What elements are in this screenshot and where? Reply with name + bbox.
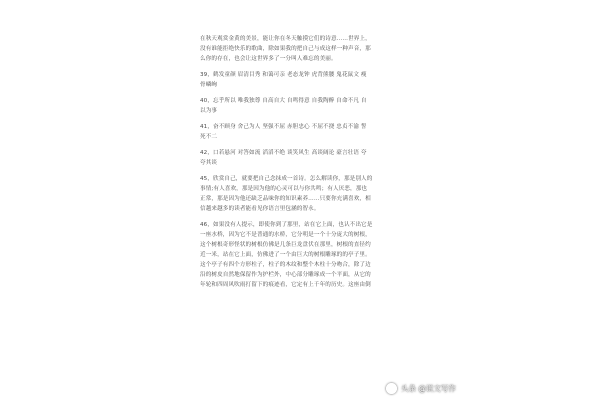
text-line: 夸其谈 [200,160,218,166]
document-body [200,34,410,296]
paragraph-40 [200,96,410,116]
toutiao-logo-icon [386,383,397,394]
text-line: 年轮和四周风吹雨打留下的痕迹看，它定有上千年的历史。这座由倒 [200,282,371,288]
text-line: 近一米，站在它上面，仿佛进了一个由巨大的树根雕琢的的亭子里。 [200,252,371,258]
paragraph-42 [200,148,410,168]
paragraph-46 [200,220,410,290]
paragraph-45 [200,174,410,214]
text-line: 一座水桥，因为它不是普通的水桥，它分明是一个十分庞大的树根， [200,232,371,238]
paragraph-intro [200,34,410,64]
text-line: 46，如果没有人提示，即使你到了那里，站在它上面，也认不出它是 [200,222,373,228]
text-line: 在秋天观赏金黄的美景，能让你在冬天触摸它们的诗意……世界上， [200,36,371,42]
text-line: 事情;有人喜欢，那是因为他的心灵可以与你共鸣；有人厌恶，那也 [200,186,368,192]
text-line: 这个亭子有四个方形柱子，柱子的木纹和整个木柱十分吻合，除了边 [200,262,371,268]
text-line: 40，忘乎所以 唯我独尊 自高自大 自鸣得意 自我陶醉 自命不凡 自 [200,98,367,104]
watermark [386,383,456,394]
text-line: 正常，那是因为他还缺乏品味你的知识素养……只要你充满喜欢，相 [200,196,371,202]
text-line: 41，奋不顾身 舍己为人 坚强不屈 赤胆忠心 不屈不挠 忠贞不渝 誓 [200,124,367,130]
watermark-text: 头条 @说文写作 [401,384,456,393]
paragraph-41 [200,122,410,142]
text-line: 39，鹤发童颜 眉清目秀 和蔼可亲 老态龙钟 虎背熊腰 鬼花鼠文 瘦 [200,72,367,78]
paragraph-39 [200,70,410,90]
text-line: 这个树根奇形怪状的树根仿佛是几条巨龙盘伏在那里，树根的直径约 [200,242,371,248]
text-line: 死不二 [200,134,218,140]
text-line: 45，欣赏自己，就要把自己念抹成一首诗。怎么解读你，那是别人的 [200,176,373,182]
text-line: 以为事 [200,108,218,114]
text-line: 么你的存在，也会让这世界多了一分叫人难忘的美丽。 [200,56,337,62]
text-line: 沿的树皮自然地保留作为护栏外，中心部分雕琢成一个平面，从它的 [200,272,371,278]
text-line: 42，口若悬河 对答如流 滔滔不绝 谈笑风生 高谈阔论 豪言壮语 夸 [200,150,367,156]
text-line: 骨嶙峋 [200,82,218,88]
text-line: 信越来越多的读者能看见你语言里包涵的智永。 [200,206,320,212]
text-line: 没有谁能拒绝快乐的歌曲，除如果我的把自己与成这样一种声音，那 [200,46,371,52]
